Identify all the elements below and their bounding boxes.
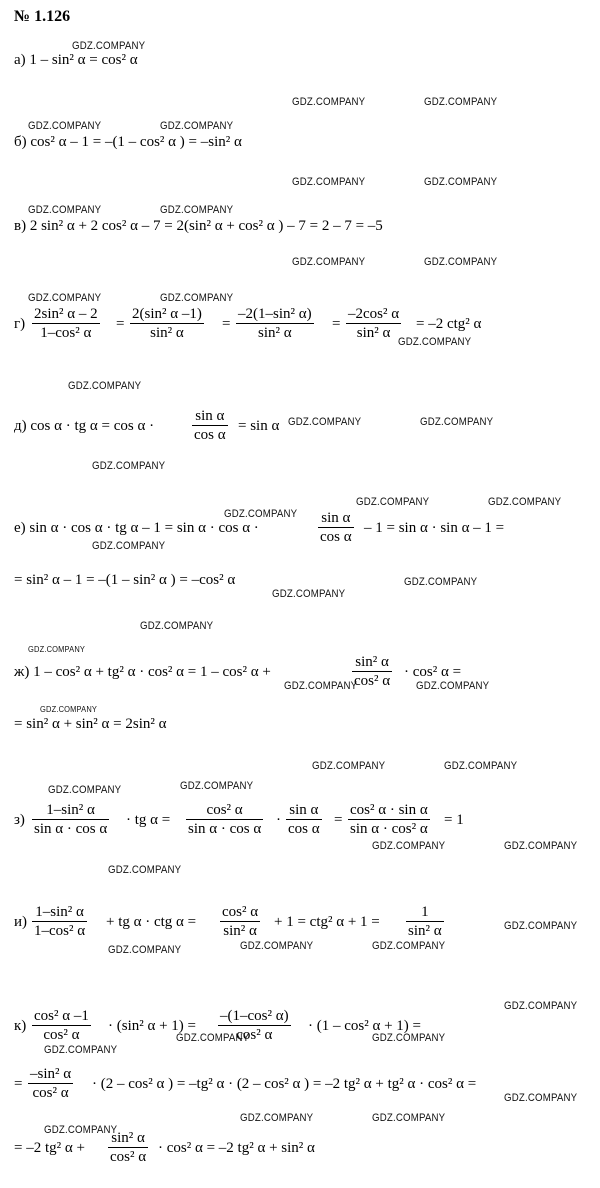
watermark: GDZ.COMPANY — [312, 760, 386, 772]
fraction-denominator: cos² α — [236, 1027, 273, 1043]
problem-i-label: и) — [14, 914, 28, 930]
fraction-numerator: 2(sin² α –1) — [132, 306, 202, 322]
problem-z-fraction-4 — [348, 802, 430, 837]
fraction-numerator: –sin² α — [30, 1066, 72, 1082]
watermark: GDZ.COMPANY — [372, 1112, 446, 1124]
watermark: GDZ.COMPANY — [424, 96, 498, 108]
fraction-numerator: 2sin² α – 2 — [34, 306, 98, 322]
equals-sign: = — [222, 316, 231, 332]
fraction-numerator: 1–sin² α — [32, 904, 87, 922]
watermark: GDZ.COMPANY — [28, 204, 102, 216]
watermark: GDZ.COMPANY — [240, 940, 314, 952]
fraction-numerator: sin α — [192, 408, 228, 426]
watermark: GDZ.COMPANY — [272, 588, 346, 600]
problem-g-fraction-2 — [130, 306, 204, 341]
problem-k-line2-fraction — [28, 1066, 73, 1101]
fraction-denominator: cos α — [320, 529, 352, 545]
watermark: GDZ.COMPANY — [160, 204, 234, 216]
watermark: GDZ.COMPANY — [420, 416, 494, 428]
problem-z-result: = 1 — [444, 812, 464, 828]
watermark: GDZ.COMPANY — [488, 496, 562, 508]
problem-zh-tail: · cos² α = — [404, 664, 462, 680]
fraction-numerator: sin α — [286, 802, 322, 820]
watermark: GDZ.COMPANY — [28, 120, 102, 132]
problem-k-line3-tail: · cos² α = –2 tg² α + sin² α — [158, 1140, 315, 1156]
fraction-denominator: sin α · cos α — [188, 821, 262, 837]
problem-g-fraction-1 — [32, 306, 100, 341]
fraction-numerator: –2cos² α — [348, 306, 400, 322]
watermark: GDZ.COMPANY — [504, 1000, 578, 1012]
watermark: GDZ.COMPANY — [28, 644, 86, 654]
fraction-numerator: –(1–cos² α) — [220, 1008, 289, 1024]
problem-k-mid-1: · (sin² α + 1) = — [108, 1018, 197, 1034]
problem-zh-line2: = sin² α + sin² α = 2sin² α — [14, 716, 167, 732]
problem-i-fraction-3 — [406, 904, 444, 939]
problem-i-fraction-2 — [220, 904, 260, 939]
problem-g-fraction-4 — [346, 306, 401, 341]
fraction-denominator: cos² α — [110, 1149, 147, 1165]
fraction-numerator: sin² α — [108, 1130, 148, 1148]
fraction-denominator: cos² α — [43, 1027, 80, 1043]
fraction-numerator: sin² α — [352, 654, 392, 672]
watermark: GDZ.COMPANY — [444, 760, 518, 772]
watermark: GDZ.COMPANY — [176, 1032, 250, 1044]
watermark: GDZ.COMPANY — [504, 840, 578, 852]
problem-e-fraction — [318, 510, 354, 545]
watermark: GDZ.COMPANY — [424, 256, 498, 268]
problem-i-mid-1: + tg α · ctg α = — [106, 914, 197, 930]
watermark: GDZ.COMPANY — [292, 256, 366, 268]
watermark: GDZ.COMPANY — [48, 784, 122, 796]
problem-z-mid-2: · — [276, 812, 281, 828]
watermark: GDZ.COMPANY — [424, 176, 498, 188]
watermark: GDZ.COMPANY — [240, 1112, 314, 1124]
problem-b: б) cos² α – 1 = –(1 – cos² α ) = –sin² α — [14, 134, 242, 150]
fraction-denominator: sin² α — [257, 325, 292, 341]
fraction-numerator: cos² α · sin α — [350, 802, 428, 818]
fraction-numerator: 1 — [406, 904, 444, 922]
fraction-numerator: cos² α –1 — [34, 1008, 89, 1024]
problem-e-lead: е) sin α · cos α · tg α – 1 = sin α · cos α · — [14, 520, 259, 536]
watermark: GDZ.COMPANY — [108, 864, 182, 876]
fraction-denominator: sin² α — [408, 923, 442, 939]
fraction-denominator: 1–cos² α — [40, 325, 92, 341]
watermark: GDZ.COMPANY — [92, 460, 166, 472]
fraction-denominator: sin² α — [356, 325, 391, 341]
fraction-denominator: sin² α — [223, 923, 257, 939]
fraction-denominator: cos² α — [32, 1085, 69, 1101]
problem-z-fraction-2 — [186, 802, 263, 837]
problem-z-fraction-3 — [286, 802, 322, 837]
watermark: GDZ.COMPANY — [372, 840, 446, 852]
fraction-numerator: cos² α — [222, 904, 259, 920]
watermark: GDZ.COMPANY — [44, 1124, 118, 1136]
watermark: GDZ.COMPANY — [288, 416, 362, 428]
page-title: № 1.126 — [14, 8, 71, 25]
equals-sign: = — [332, 316, 341, 332]
problem-k-line3-lead: = –2 tg² α + — [14, 1140, 85, 1156]
problem-g-fraction-3 — [236, 306, 314, 341]
fraction-numerator: –2(1–sin² α) — [238, 306, 312, 322]
watermark: GDZ.COMPANY — [68, 380, 142, 392]
fraction-denominator: sin α · cos² α — [350, 821, 428, 837]
problem-k-mid-2: · (1 – cos² α + 1) = — [308, 1018, 422, 1034]
watermark: GDZ.COMPANY — [40, 704, 98, 714]
watermark: GDZ.COMPANY — [224, 508, 298, 520]
problem-k-line2-tail: · (2 – cos² α ) = –tg² α · (2 – cos² α ) = –2 tg² α + tg² α · cos² α = — [92, 1076, 477, 1092]
watermark: GDZ.COMPANY — [72, 40, 146, 52]
watermark: GDZ.COMPANY — [398, 336, 472, 348]
problem-z-label: з) — [14, 812, 25, 828]
watermark: GDZ.COMPANY — [504, 1092, 578, 1104]
problem-z-fraction-1 — [32, 802, 109, 837]
watermark: GDZ.COMPANY — [372, 940, 446, 952]
fraction-denominator: sin α · cos α — [34, 821, 108, 837]
problem-v: в) 2 sin² α + 2 cos² α – 7 = 2(sin² α + cos² α ) – 7 = 2 – 7 = –5 — [14, 218, 383, 234]
fraction-denominator: cos α — [194, 427, 226, 443]
watermark: GDZ.COMPANY — [160, 292, 234, 304]
watermark: GDZ.COMPANY — [356, 496, 430, 508]
problem-d-fraction — [192, 408, 228, 443]
fraction-numerator: 1–sin² α — [32, 802, 109, 820]
watermark: GDZ.COMPANY — [92, 540, 166, 552]
problem-k-label: к) — [14, 1018, 27, 1034]
fraction-denominator: sin² α — [150, 325, 184, 341]
problem-a: а) 1 – sin² α = cos² α — [14, 52, 138, 68]
problem-k-fraction-1 — [32, 1008, 91, 1043]
watermark: GDZ.COMPANY — [108, 944, 182, 956]
problem-d-lead: д) cos α · tg α = cos α · — [14, 418, 155, 434]
watermark: GDZ.COMPANY — [180, 780, 254, 792]
watermark: GDZ.COMPANY — [284, 680, 358, 692]
fraction-denominator: cos α — [288, 821, 320, 837]
watermark: GDZ.COMPANY — [160, 120, 234, 132]
watermark: GDZ.COMPANY — [140, 620, 214, 632]
problem-e-line2: = sin² α – 1 = –(1 – sin² α ) = –cos² α — [14, 572, 236, 588]
watermark: GDZ.COMPANY — [404, 576, 478, 588]
watermark: GDZ.COMPANY — [292, 96, 366, 108]
watermark: GDZ.COMPANY — [416, 680, 490, 692]
fraction-denominator: 1–cos² α — [34, 923, 86, 939]
problem-i-fraction-1 — [32, 904, 87, 939]
problem-z-mid-1: · tg α = — [126, 812, 171, 828]
watermark: GDZ.COMPANY — [44, 1044, 118, 1056]
problem-z-mid-3: = — [334, 812, 343, 828]
equals-sign: = — [116, 316, 125, 332]
fraction-numerator: sin α — [318, 510, 354, 528]
problem-k-line2-lead: = — [14, 1076, 23, 1092]
problem-zh-fraction — [352, 654, 392, 689]
watermark: GDZ.COMPANY — [28, 292, 102, 304]
problem-d-result: = sin α — [238, 418, 280, 434]
fraction-numerator: cos² α — [186, 802, 263, 820]
watermark: GDZ.COMPANY — [504, 920, 578, 932]
problem-i-mid-2: + 1 = ctg² α + 1 = — [274, 914, 380, 930]
problem-g-result: = –2 ctg² α — [416, 316, 482, 332]
problem-zh-lead: ж) 1 – cos² α + tg² α · cos² α = 1 – cos² α + — [14, 664, 271, 680]
watermark: GDZ.COMPANY — [372, 1032, 446, 1044]
fraction-denominator: cos² α — [354, 673, 391, 689]
problem-e-tail: – 1 = sin α · sin α – 1 = — [364, 520, 505, 536]
problem-g-label: г) — [14, 316, 26, 332]
watermark: GDZ.COMPANY — [292, 176, 366, 188]
